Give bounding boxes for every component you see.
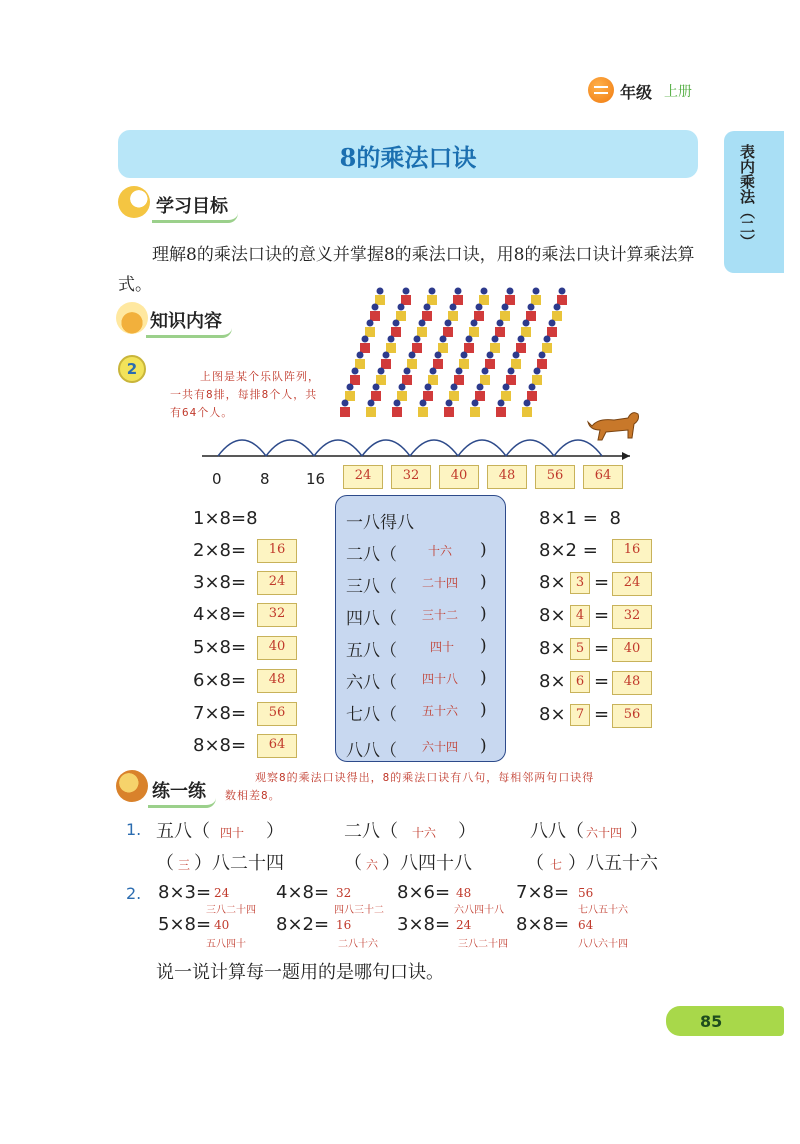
- exercise2-expr: 4×8=: [276, 882, 330, 903]
- page-number: 85: [700, 1012, 723, 1031]
- answer-box: 16: [257, 539, 297, 563]
- band-member-body: [401, 295, 411, 305]
- rhyme-line: 一八得八: [346, 513, 414, 533]
- number-line: [198, 420, 638, 465]
- hop-arc: [554, 440, 602, 456]
- band-member-head: [362, 336, 369, 343]
- rhyme-line: 三八（: [346, 577, 397, 597]
- section-practice-heading: 练一练: [148, 775, 216, 808]
- right-equation: 8×1 = 8: [539, 508, 621, 529]
- exercise2-answer: 32: [336, 886, 352, 900]
- answer-box: 32: [612, 605, 652, 629]
- band-member-body: [495, 327, 505, 337]
- equals-sign: =: [594, 572, 610, 593]
- band-member-body: [381, 359, 391, 369]
- band-member-head: [528, 304, 535, 311]
- band-member-body: [506, 375, 516, 385]
- band-member-head: [549, 320, 556, 327]
- band-member-body: [522, 407, 532, 417]
- band-member-body: [531, 295, 541, 305]
- answer-box: 40: [612, 638, 652, 662]
- band-member-body: [444, 407, 454, 417]
- numberline-label: 0: [212, 470, 222, 488]
- band-member-head: [492, 336, 499, 343]
- equals-sign: =: [594, 605, 610, 626]
- band-member-body: [350, 375, 360, 385]
- band-member-body: [428, 375, 438, 385]
- exercise2-expr: 8×3=: [158, 882, 212, 903]
- exercise2-answer: 40: [214, 918, 230, 932]
- rhyme-answer: 四十八: [422, 672, 459, 686]
- band-member-body: [516, 343, 526, 353]
- band-member-body: [392, 407, 402, 417]
- band-member-body: [443, 327, 453, 337]
- band-member-body: [542, 343, 552, 353]
- band-member-body: [557, 295, 567, 305]
- band-member-body: [417, 327, 427, 337]
- right-equation-prefix: 8×: [539, 704, 566, 725]
- answer-box: 40: [257, 636, 297, 660]
- band-member-body: [366, 407, 376, 417]
- band-member-head: [357, 352, 364, 359]
- right-equation-prefix: 8×: [539, 638, 566, 659]
- numberline-answer-box: 32: [391, 465, 431, 489]
- exercise2-answer: 16: [336, 918, 352, 932]
- answer-box: 56: [612, 704, 652, 728]
- band-member-body: [532, 375, 542, 385]
- factor-box: 7: [570, 704, 590, 726]
- exercise1-item: （ 六 ）八四十八: [344, 853, 473, 874]
- hop-arc: [506, 440, 554, 456]
- note1-line: 有64个人。: [170, 406, 234, 419]
- rhyme-close-paren: ): [480, 700, 487, 720]
- left-equation: 2×8=: [193, 540, 247, 561]
- band-member-head: [367, 320, 374, 327]
- band-member-body: [505, 295, 515, 305]
- right-equation-prefix: 8×: [539, 572, 566, 593]
- exercise2-expr: 5×8=: [158, 914, 212, 935]
- exercise2-expr: 3×8=: [397, 914, 451, 935]
- band-member-head: [559, 288, 566, 295]
- answer-box: 56: [257, 702, 297, 726]
- note1-line: 上图是某个乐队阵列，: [200, 370, 320, 383]
- numberline-answer-box: 40: [439, 465, 479, 489]
- example-number-badge: 2: [118, 355, 146, 383]
- answer-box: 32: [257, 603, 297, 627]
- band-member-head: [487, 352, 494, 359]
- left-equation: 8×8=: [193, 735, 247, 756]
- answer-box: 24: [612, 572, 652, 596]
- rhyme-close-paren: ): [480, 572, 487, 592]
- band-member-head: [440, 336, 447, 343]
- band-member-body: [552, 311, 562, 321]
- band-member-head: [373, 384, 380, 391]
- band-member-head: [419, 320, 426, 327]
- left-equation: 4×8=: [193, 604, 247, 625]
- band-member-body: [370, 311, 380, 321]
- band-member-head: [513, 352, 520, 359]
- answer-box: 48: [257, 669, 297, 693]
- band-member-body: [438, 343, 448, 353]
- band-member-body: [475, 391, 485, 401]
- equals-sign: =: [594, 704, 610, 725]
- hop-arc: [314, 440, 362, 456]
- rhyme-close-paren: ): [480, 736, 487, 756]
- band-member-body: [474, 311, 484, 321]
- rhyme-line: 二八（: [346, 545, 397, 565]
- exercise2-rhyme: 二八十六: [338, 939, 378, 950]
- band-member-head: [404, 368, 411, 375]
- band-member-body: [355, 359, 365, 369]
- band-member-body: [537, 359, 547, 369]
- band-member-head: [398, 304, 405, 311]
- band-member-head: [472, 400, 479, 407]
- band-member-head: [425, 384, 432, 391]
- band-member-body: [470, 407, 480, 417]
- band-member-head: [476, 304, 483, 311]
- rhyme-answer: 四十: [430, 640, 455, 654]
- band-member-head: [523, 320, 530, 327]
- band-member-head: [451, 384, 458, 391]
- rhyme-answer: 六十四: [422, 740, 459, 754]
- band-member-body: [391, 327, 401, 337]
- band-member-body: [479, 295, 489, 305]
- band-member-body: [496, 407, 506, 417]
- band-member-body: [501, 391, 511, 401]
- rhyme-answer: 二十四: [422, 576, 459, 590]
- exercise2-answer: 24: [214, 886, 230, 900]
- right-equation-prefix: 8×: [539, 671, 566, 692]
- moon-icon: [118, 186, 150, 218]
- band-member-body: [469, 327, 479, 337]
- band-member-head: [455, 288, 462, 295]
- band-member-body: [433, 359, 443, 369]
- chapter-side-tab-label: 表内乘法（二）: [738, 144, 756, 249]
- rhyme-close-paren: ): [480, 636, 487, 656]
- band-member-body: [418, 407, 428, 417]
- band-member-body: [500, 311, 510, 321]
- band-member-body: [412, 343, 422, 353]
- band-member-body: [449, 391, 459, 401]
- page-number-tab: [666, 1006, 784, 1036]
- answer-box: 48: [612, 671, 652, 695]
- band-member-body: [485, 359, 495, 369]
- hop-arc: [218, 440, 266, 456]
- numberline-answer-box: 56: [535, 465, 575, 489]
- band-member-head: [481, 288, 488, 295]
- band-member-body: [459, 359, 469, 369]
- left-equation: 6×8=: [193, 670, 247, 691]
- band-member-head: [503, 384, 510, 391]
- band-member-head: [508, 368, 515, 375]
- factor-box: 4: [570, 605, 590, 627]
- band-member-head: [342, 400, 349, 407]
- band-member-head: [456, 368, 463, 375]
- numberline-label: 16: [306, 470, 326, 488]
- exercise1-item: 二八（ 十六 ）: [344, 821, 477, 842]
- exercise1-item: （ 七 ）八五十六: [526, 853, 659, 874]
- answer-box: 24: [257, 571, 297, 595]
- band-member-body: [376, 375, 386, 385]
- grade-two-badge-icon: [588, 77, 614, 103]
- band-member-head: [414, 336, 421, 343]
- factor-box: 5: [570, 638, 590, 660]
- rhyme-line: 四八（: [346, 609, 397, 629]
- band-member-head: [368, 400, 375, 407]
- band-member-head: [420, 400, 427, 407]
- band-member-body: [448, 311, 458, 321]
- rhyme-answer: 三十二: [422, 608, 459, 622]
- band-member-head: [393, 320, 400, 327]
- band-member-body: [423, 391, 433, 401]
- band-member-body: [345, 391, 355, 401]
- band-member-head: [477, 384, 484, 391]
- band-member-head: [471, 320, 478, 327]
- band-member-body: [397, 391, 407, 401]
- rhyme-answer: 十六: [428, 544, 453, 558]
- band-member-body: [371, 391, 381, 401]
- band-member-head: [482, 368, 489, 375]
- exercise1-item: 五八（ 四十 ）: [156, 821, 285, 842]
- exercise2-rhyme: 七八五十六: [578, 905, 628, 916]
- band-member-head: [450, 304, 457, 311]
- handwritten-note-band: [170, 368, 320, 422]
- band-member-body: [527, 391, 537, 401]
- exercise-number: 2.: [126, 884, 142, 903]
- exercise2-expr: 7×8=: [516, 882, 570, 903]
- band-member-body: [464, 343, 474, 353]
- band-member-body: [396, 311, 406, 321]
- exercise1-item: 八八（ 六十四 ）: [530, 821, 649, 842]
- band-member-body: [375, 295, 385, 305]
- left-equation: 3×8=: [193, 572, 247, 593]
- numberline-answer-box: 64: [583, 465, 623, 489]
- band-member-head: [539, 352, 546, 359]
- exercise2-expr: 8×6=: [397, 882, 451, 903]
- band-member-head: [507, 288, 514, 295]
- rhyme-close-paren: ): [480, 540, 487, 560]
- page-title: 8的乘法口诀: [339, 143, 477, 172]
- band-member-head: [466, 336, 473, 343]
- note2-line: 观察8的乘法口诀得出，8的乘法口诀有八句，每相邻两句口诀得: [255, 771, 595, 784]
- marching-band-illustration: [340, 283, 572, 421]
- band-member-head: [394, 400, 401, 407]
- grade-label: 年级: [620, 83, 653, 102]
- band-member-body: [511, 359, 521, 369]
- exercise2-answer: 56: [578, 886, 594, 900]
- volume-label: 上册: [664, 84, 692, 100]
- exercise-number: 1.: [126, 820, 142, 839]
- band-member-head: [497, 320, 504, 327]
- band-member-head: [403, 288, 410, 295]
- band-member-head: [372, 304, 379, 311]
- equals-sign: =: [594, 671, 610, 692]
- band-member-head: [378, 368, 385, 375]
- flask-icon: [116, 302, 148, 334]
- exercise2-expr: 8×2=: [276, 914, 330, 935]
- section-goals-heading: 学习目标: [152, 190, 238, 223]
- handwritten-note-observe: [225, 769, 595, 805]
- band-member-head: [383, 352, 390, 359]
- band-member-head: [529, 384, 536, 391]
- rhyme-close-paren: ): [480, 668, 487, 688]
- exercise2-expr: 8×8=: [516, 914, 570, 935]
- band-member-head: [409, 352, 416, 359]
- right-equation-prefix: 8×: [539, 605, 566, 626]
- rhyme-answer: 五十六: [422, 704, 459, 718]
- exercise2-answer: 24: [456, 918, 472, 932]
- band-member-body: [521, 327, 531, 337]
- band-member-head: [533, 288, 540, 295]
- answer-box: 64: [257, 734, 297, 758]
- exercise1-item: （ 三 ）八二十四: [156, 853, 285, 874]
- rhyme-line: 八八（: [346, 741, 397, 761]
- band-member-body: [427, 295, 437, 305]
- band-member-head: [554, 304, 561, 311]
- goal-paragraph: 理解8的乘法口诀的意义并掌握8的乘法口诀，用8的乘法口诀计算乘法算式。: [118, 245, 695, 295]
- band-member-head: [524, 400, 531, 407]
- band-member-body: [480, 375, 490, 385]
- band-member-head: [534, 368, 541, 375]
- band-member-body: [360, 343, 370, 353]
- hop-arc: [458, 440, 506, 456]
- exercise2-rhyme: 三八二十四: [458, 939, 508, 950]
- equals-sign: =: [594, 638, 610, 659]
- band-member-head: [377, 288, 384, 295]
- factor-box: 6: [570, 671, 590, 693]
- band-member-body: [365, 327, 375, 337]
- band-member-head: [498, 400, 505, 407]
- exercise2-rhyme: 八八六十四: [578, 939, 628, 950]
- band-member-head: [429, 288, 436, 295]
- hop-arc: [410, 440, 458, 456]
- band-member-body: [386, 343, 396, 353]
- exercise2-rhyme: 三八二十四: [206, 905, 256, 916]
- band-member-head: [424, 304, 431, 311]
- band-member-head: [430, 368, 437, 375]
- band-member-body: [407, 359, 417, 369]
- band-member-head: [388, 336, 395, 343]
- hop-arc: [362, 440, 410, 456]
- rhyme-line: 七八（: [346, 705, 397, 725]
- band-member-head: [461, 352, 468, 359]
- band-member-head: [446, 400, 453, 407]
- palette-icon: [116, 770, 148, 802]
- exercise2-prompt: 说一说计算每一题用的是哪句口诀。: [156, 962, 444, 983]
- band-member-body: [453, 295, 463, 305]
- band-member-head: [435, 352, 442, 359]
- exercise2-rhyme: 六八四十八: [454, 905, 504, 916]
- band-member-body: [454, 375, 464, 385]
- exercise2-answer: 64: [578, 918, 594, 932]
- band-member-head: [544, 336, 551, 343]
- numberline-answer-box: 48: [487, 465, 527, 489]
- band-member-head: [347, 384, 354, 391]
- band-member-head: [399, 384, 406, 391]
- band-member-body: [340, 407, 350, 417]
- left-equation: 5×8=: [193, 637, 247, 658]
- factor-box: 3: [570, 572, 590, 594]
- band-member-head: [518, 336, 525, 343]
- note1-line: 一共有8排，每排8个人，共: [170, 388, 318, 401]
- numberline-label: 8: [260, 470, 270, 488]
- right-equation: 8×2 =: [539, 540, 598, 561]
- rhyme-line: 五八（: [346, 641, 397, 661]
- section-knowledge-heading: 知识内容: [146, 305, 232, 338]
- band-member-body: [547, 327, 557, 337]
- numberline-answer-box: 24: [343, 465, 383, 489]
- answer-box: 16: [612, 539, 652, 563]
- hop-arc: [266, 440, 314, 456]
- exercise2-rhyme: 五八四十: [206, 939, 246, 950]
- rhyme-line: 六八（: [346, 673, 397, 693]
- note2-line: 数相差8。: [225, 789, 281, 802]
- band-member-body: [402, 375, 412, 385]
- rhyme-close-paren: ): [480, 604, 487, 624]
- left-equation: 7×8=: [193, 703, 247, 724]
- band-member-body: [490, 343, 500, 353]
- exercise2-answer: 48: [456, 886, 472, 900]
- band-member-head: [352, 368, 359, 375]
- band-member-body: [422, 311, 432, 321]
- exercise2-rhyme: 四八三十二: [334, 905, 384, 916]
- band-member-head: [502, 304, 509, 311]
- band-member-head: [445, 320, 452, 327]
- left-equation: 1×8=8: [193, 508, 258, 529]
- band-member-body: [526, 311, 536, 321]
